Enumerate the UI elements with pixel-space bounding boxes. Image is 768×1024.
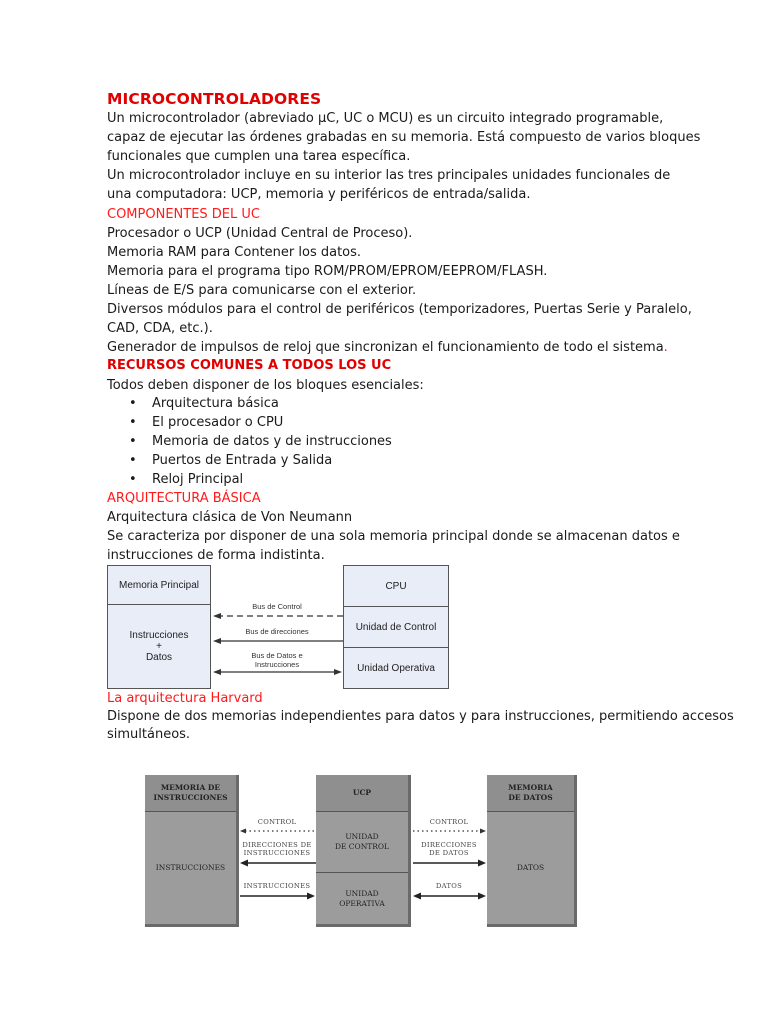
bullet-icon: • [129,453,137,468]
main-memory-header: Memoria Principal [107,565,211,605]
arch-heading: ARQUITECTURA BÁSICA [107,491,261,506]
bullet-icon: • [129,396,137,411]
arch-line: instrucciones de forma indistinta. [107,548,325,563]
resources-intro: Todos deben disponer de los bloques esenciales: [107,378,424,393]
unit-line: OPERATIVA [339,898,385,908]
harvard-bus-arrows-icon [145,772,585,928]
instruction-memory-body: INSTRUCCIONES [155,863,226,872]
right-data-label: DATOS [435,882,463,890]
cpu-header: CPU [343,565,449,607]
memory-body-line: + [156,641,162,652]
label-line: INSTRUCCIONES [243,849,311,857]
page-title: MICROCONTROLADORES [107,90,322,108]
arch-line: Arquitectura clásica de Von Neumann [107,510,353,525]
bus-data-line: Bus de Datos e [251,651,303,660]
harvard-diagram [145,772,585,928]
control-unit: Unidad de Control [343,606,449,648]
intro-line: funcionales que cumplen una tarea específica. [107,149,411,164]
unit-line: DE CONTROL [334,842,390,851]
list-item: Arquitectura básica [152,396,279,411]
component-text: Generador de impulsos de reloj que sincronizan el funcionamiento de todo el sistema [107,340,664,355]
von-neumann-diagram [107,565,449,689]
list-item: Memoria de datos y de instrucciones [152,434,392,449]
red-period: . [663,340,668,355]
header-line: DE DATOS [508,793,553,802]
bullet-icon: • [129,472,137,487]
arch-line: Se caracteriza por disponer de una sola memoria principal donde se almacenan datos e [107,529,680,544]
memory-body-line: Datos [145,652,173,663]
memory-body-line: Instrucciones [129,630,189,641]
label-line: DE DATOS [429,849,469,857]
bus-address-label: Bus de direcciones [245,627,309,636]
component-line: Memoria RAM para Contener los datos. [107,245,362,260]
bus-data-line: Instrucciones [254,660,300,669]
ucp-header: UCP [316,775,408,812]
bus-control-label: Bus de Control [252,602,302,611]
left-control-label: CONTROL [257,818,297,826]
operative-unit: Unidad Operativa [343,647,449,689]
harvard-heading: La arquitectura Harvard [107,691,263,706]
bus-arrows-icon [107,565,449,689]
intro-line: capaz de ejecutar las órdenes grabadas en su memoria. Está compuesto de varios bloques [107,130,701,145]
intro-line: Un microcontrolador (abreviado µC, UC o MCU) es un circuito integrado programable, [107,111,664,126]
harvard-line: Dispone de dos memorias independientes para datos y para instrucciones, permitiendo accesos [107,709,734,724]
component-line [107,338,668,357]
components-heading: COMPONENTES DEL UC [107,207,260,222]
left-data-label: INSTRUCCIONES [243,882,311,890]
label-line: DIRECCIONES [421,841,477,849]
bullet-icon: • [129,415,137,430]
component-line: Procesador o UCP (Unidad Central de Proceso). [107,226,413,241]
data-memory-body: DATOS [516,863,545,872]
list-item: Reloj Principal [152,472,244,487]
right-control-label: CONTROL [429,818,469,826]
intro-line: una computadora: UCP, memoria y periféricos de entrada/salida. [107,187,531,202]
component-line: CAD, CDA, etc.). [107,321,213,336]
component-line: Líneas de E/S para comunicarse con el exterior. [107,283,417,298]
component-line: Memoria para el programa tipo ROM/PROM/EPROM/EEPROM/FLASH. [107,264,548,279]
intro-line: Un microcontrolador incluye en su interior las tres principales unidades funcionales de [107,168,671,183]
harvard-line: simultáneos. [107,727,191,742]
header-line: INSTRUCCIONES [153,793,228,802]
header-line: MEMORIA DE [160,783,221,792]
list-item: Puertos de Entrada y Salida [152,453,333,468]
resources-heading: RECURSOS COMUNES A TODOS LOS UC [107,358,392,373]
component-line: Diversos módulos para el control de periféricos (temporizadores, Puertas Serie y Paralelo, [107,302,692,317]
label-line: DIRECCIONES DE [242,841,312,849]
header-line: MEMORIA [508,783,553,792]
unit-line: UNIDAD [345,832,379,841]
unit-line: UNIDAD [345,888,379,898]
bullet-icon: • [129,434,137,449]
list-item: El procesador o CPU [152,415,284,430]
